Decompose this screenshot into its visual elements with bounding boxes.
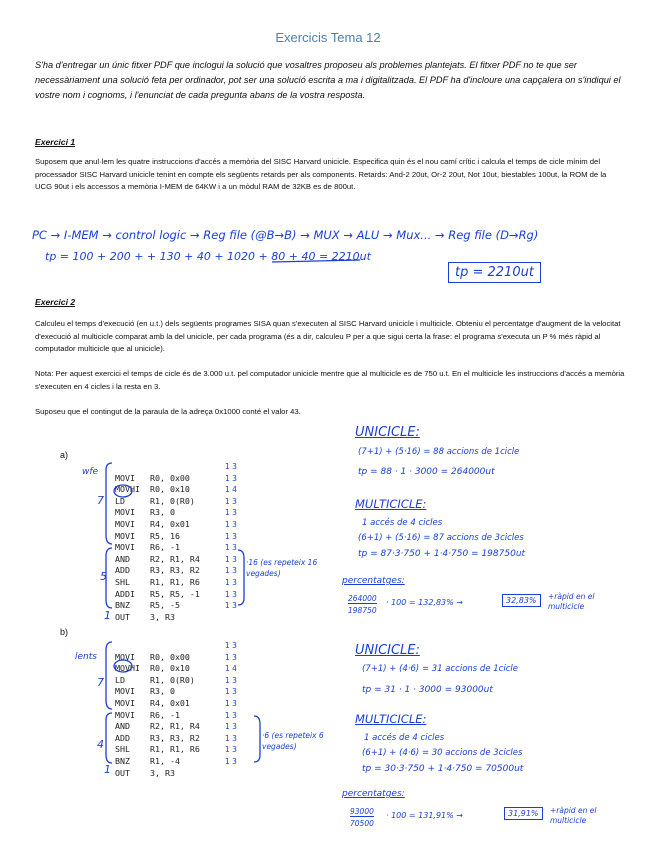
circle-ld-a bbox=[114, 485, 132, 497]
cycle-count: 1 3 bbox=[225, 710, 237, 720]
cycle-count: 1 3 bbox=[225, 519, 237, 529]
cycle-count: 1 3 bbox=[225, 566, 237, 576]
program-b-annotation: lents bbox=[75, 652, 97, 662]
solution-b-result-box: 31,91% bbox=[504, 807, 543, 820]
solution-b-multicycle-title: MULTICICLE: bbox=[355, 712, 427, 726]
brace-a-init bbox=[106, 463, 112, 544]
cycle-count: 1 4 bbox=[225, 485, 237, 495]
exercise-1-text: Suposem que anul·lem les quatre instruccions d'accés a memòria del SISC Harvard unicicle. Especifica quin és el nou camí crític i calcula el temps de cicle mínim del processador SISC Harvard unicicle tenint en compte els següents retards per als components. Retards: And-2 20ut, Or-2 20ut, Not 10ut, biestables 100ut, la ROM de la UCG 90ut i els accessos a memòria I-MEM de 64KW i a un mòdul RAM de 32KB es de 800ut. bbox=[35, 157, 607, 192]
solution-a-fraction-denominator: 198750 bbox=[348, 606, 377, 615]
solution-b-multicycle-actions: (6+1) + (4·6) = 30 accions de 3cicles bbox=[362, 748, 523, 758]
program-a-group-count: 7 bbox=[97, 494, 104, 507]
exercise-2-assumption: Suposeu que el contingut de la paraula de la adreça 0x1000 conté el valor 43. bbox=[35, 407, 301, 416]
code-line: ADD R3, R3, R2 bbox=[115, 732, 200, 743]
cycle-count: 1 3 bbox=[225, 641, 237, 650]
intro-paragraph: S'ha d'entregar un únic fitxer PDF que inclogui la solució que vosaltres proposeu als problemes plantejats. El fitxer PDF no te que ser necessàriament una solució feta per ordinador, pot ser una solució escrita a ma i digitalitzada. El PDF ha d'incloure una capçalera on s'indiqui el vostre nom i cognoms, i l'enunciat de cada pregunta abans de la vostra resposta. bbox=[35, 60, 621, 100]
program-b-group-count: 7 bbox=[97, 676, 104, 689]
underline-sum-a bbox=[272, 260, 360, 262]
program-b-group-count: 4 bbox=[97, 738, 104, 751]
code-line: OUT 3, R3 bbox=[115, 767, 175, 778]
solution-b-fraction-denominator: 70500 bbox=[350, 819, 374, 828]
solution-a-multicycle-title: MULTICICLE: bbox=[355, 497, 427, 511]
solution-a-fraction-numerator: 264000 bbox=[348, 594, 377, 603]
solution-b-unicycle-title: UNICICLE: bbox=[355, 643, 420, 658]
cycle-count: 1 3 bbox=[225, 687, 237, 697]
solution-a-percent-calc: · 100 = 132,83% → bbox=[386, 598, 463, 607]
code-line: MOVI R0, 0x00 bbox=[115, 651, 190, 662]
cycle-count: 1 3 bbox=[225, 733, 237, 743]
code-line: MOVI R0, 0x00 bbox=[115, 472, 190, 483]
code-line: MOVI R4, 0x01 bbox=[115, 697, 190, 708]
program-b-group-count: 1 bbox=[104, 763, 111, 776]
program-a-loop-note: ·16 (es repeteix 16 vegades) bbox=[246, 558, 318, 578]
code-line: OUT 3, R3 bbox=[115, 611, 175, 622]
code-line: AND R2, R1, R4 bbox=[115, 553, 200, 564]
cycle-count: 1 3 bbox=[225, 652, 237, 662]
solution-a-percent-title: percentatges: bbox=[342, 576, 405, 586]
program-a-annotation: wfe bbox=[82, 467, 99, 477]
solution-a-unicycle-title: UNICICLE: bbox=[355, 425, 420, 440]
code-line: ADDI R5, R5, -1 bbox=[115, 588, 200, 599]
cycle-count: 1 3 bbox=[225, 589, 237, 599]
exercise-2-note: Nota: Per aquest exercici el temps de cicle és de 3.000 u.t. pel computador unicicle mentre que al multicicle es de 750 u.t. En el multicicle les instruccions d'accés a memòria s'executen en 4 cicles i la resta en 3. bbox=[35, 369, 625, 391]
code-line: BNZ R5, -5 bbox=[115, 600, 180, 611]
cycle-count: 1 3 bbox=[225, 745, 237, 755]
program-a-group-count: 1 bbox=[104, 609, 111, 622]
code-line: MOVHI R0, 0x10 bbox=[115, 663, 190, 674]
solution-b-percent-title: percentatges: bbox=[342, 789, 405, 799]
code-line: LD R1, 0(R0) bbox=[115, 495, 195, 506]
cycle-count: 1 3 bbox=[225, 675, 237, 685]
page-title: Exercicis Tema 12 bbox=[275, 30, 381, 45]
brace-b-loop bbox=[106, 713, 112, 763]
program-b-loop-note: ·6 (es repeteix 6 vegades) bbox=[262, 731, 324, 751]
brace-b-loop-right bbox=[254, 716, 260, 762]
brace-b-init bbox=[106, 642, 112, 709]
cycle-count: 1 3 bbox=[225, 698, 237, 708]
solution-a-multicycle-access: 1 accés de 4 cicles bbox=[362, 518, 443, 528]
exercise-1-heading: Exercici 1 bbox=[35, 137, 76, 147]
cycle-count: 1 3 bbox=[225, 543, 237, 553]
code-line: MOVI R5, 16 bbox=[115, 530, 180, 541]
cycle-count: 1 3 bbox=[225, 496, 237, 506]
exercise-2-heading: Exercici 2 bbox=[35, 297, 76, 307]
solution-a-unicycle-time: tp = 88 · 1 · 3000 = 264000ut bbox=[358, 467, 495, 477]
solution-b-unicycle-time: tp = 31 · 1 · 3000 = 93000ut bbox=[362, 685, 493, 695]
code-line: MOVI R4, 0x01 bbox=[115, 518, 190, 529]
code-line: BNZ R1, -4 bbox=[115, 755, 180, 766]
program-b-label: b) bbox=[60, 627, 69, 637]
exercise-2-text: Calculeu el temps d'execució (en u.t.) dels següents programes SISA quan s'executen al SISC Harvard unicicle i multicicle. Obteniu el percentatge d'augment de la velocitat d'execució al multicicle comparat amb la del unicicle, per cada programa (és a dir, calculeu P per a que sigui certa la frase: el programa s'executa un P % més ràpid al computador multicicle que al unicicle). bbox=[35, 319, 621, 354]
solution-b-fraction-numerator: 93000 bbox=[350, 807, 374, 816]
code-line: MOVI R6, -1 bbox=[115, 709, 180, 720]
circle-ld-b bbox=[114, 660, 132, 672]
brace-a-loop bbox=[106, 548, 112, 608]
cycle-count: 1 3 bbox=[225, 722, 237, 732]
cycle-count: 1 3 bbox=[225, 531, 237, 541]
cycle-count: 1 3 bbox=[225, 508, 237, 518]
solution-b-conclusion: +ràpid en el multicicle bbox=[550, 806, 597, 825]
cycle-count: 1 3 bbox=[225, 756, 237, 766]
program-a-label: a) bbox=[60, 450, 69, 460]
code-line: SHL R1, R1, R6 bbox=[115, 576, 200, 587]
cycle-count: 1 3 bbox=[225, 462, 237, 471]
code-line: MOVHI R0, 0x10 bbox=[115, 484, 190, 495]
solution-b-percent-calc: · 100 = 131,91% → bbox=[386, 811, 463, 820]
cycle-count: 1 3 bbox=[225, 577, 237, 587]
solution-a-unicycle-actions: (7+1) + (5·16) = 88 accions de 1cicle bbox=[358, 447, 520, 457]
solution-b-unicycle-actions: (7+1) + (4·6) = 31 accions de 1cicle bbox=[362, 664, 518, 674]
solution-a-multicycle-actions: (6+1) + (5·16) = 87 accions de 3cicles bbox=[358, 533, 524, 543]
critical-path-handwriting: PC → I-MEM → control logic → Reg file (@B→B) → MUX → ALU → Mux... → Reg file (D→Rg) bbox=[32, 228, 539, 242]
solution-a-result-box: 32,83% bbox=[502, 594, 541, 607]
cycle-count: 1 4 bbox=[225, 664, 237, 674]
solution-b-multicycle-time: tp = 30·3·750 + 1·4·750 = 70500ut bbox=[362, 764, 524, 774]
brace-a-loop-right bbox=[238, 550, 244, 605]
solution-b-multicycle-access: 1 accés de 4 cicles bbox=[364, 733, 445, 743]
code-line: MOVI R3, 0 bbox=[115, 686, 175, 697]
cycle-time-result-box: tp = 2210ut bbox=[448, 262, 541, 283]
solution-a-multicycle-time: tp = 87·3·750 + 1·4·750 = 198750ut bbox=[358, 549, 526, 559]
code-line: AND R2, R1, R4 bbox=[115, 721, 200, 732]
program-a-group-count: 5 bbox=[100, 570, 107, 583]
code-line: ADD R3, R3, R2 bbox=[115, 565, 200, 576]
code-line: SHL R1, R1, R6 bbox=[115, 744, 200, 755]
solution-a-conclusion: +ràpid en el multicicle bbox=[548, 592, 595, 611]
cycle-count: 1 3 bbox=[225, 554, 237, 564]
cycle-count: 1 3 bbox=[225, 601, 237, 611]
code-line: LD R1, 0(R0) bbox=[115, 674, 195, 685]
code-line: MOVI R3, 0 bbox=[115, 507, 175, 518]
cycle-count: 1 3 bbox=[225, 473, 237, 483]
cycle-time-sum-handwriting: tp = 100 + 200 + + 130 + 40 + 1020 + 80 + 40 = 2210ut bbox=[45, 250, 371, 263]
code-line: MOVI R6, -1 bbox=[115, 542, 180, 553]
